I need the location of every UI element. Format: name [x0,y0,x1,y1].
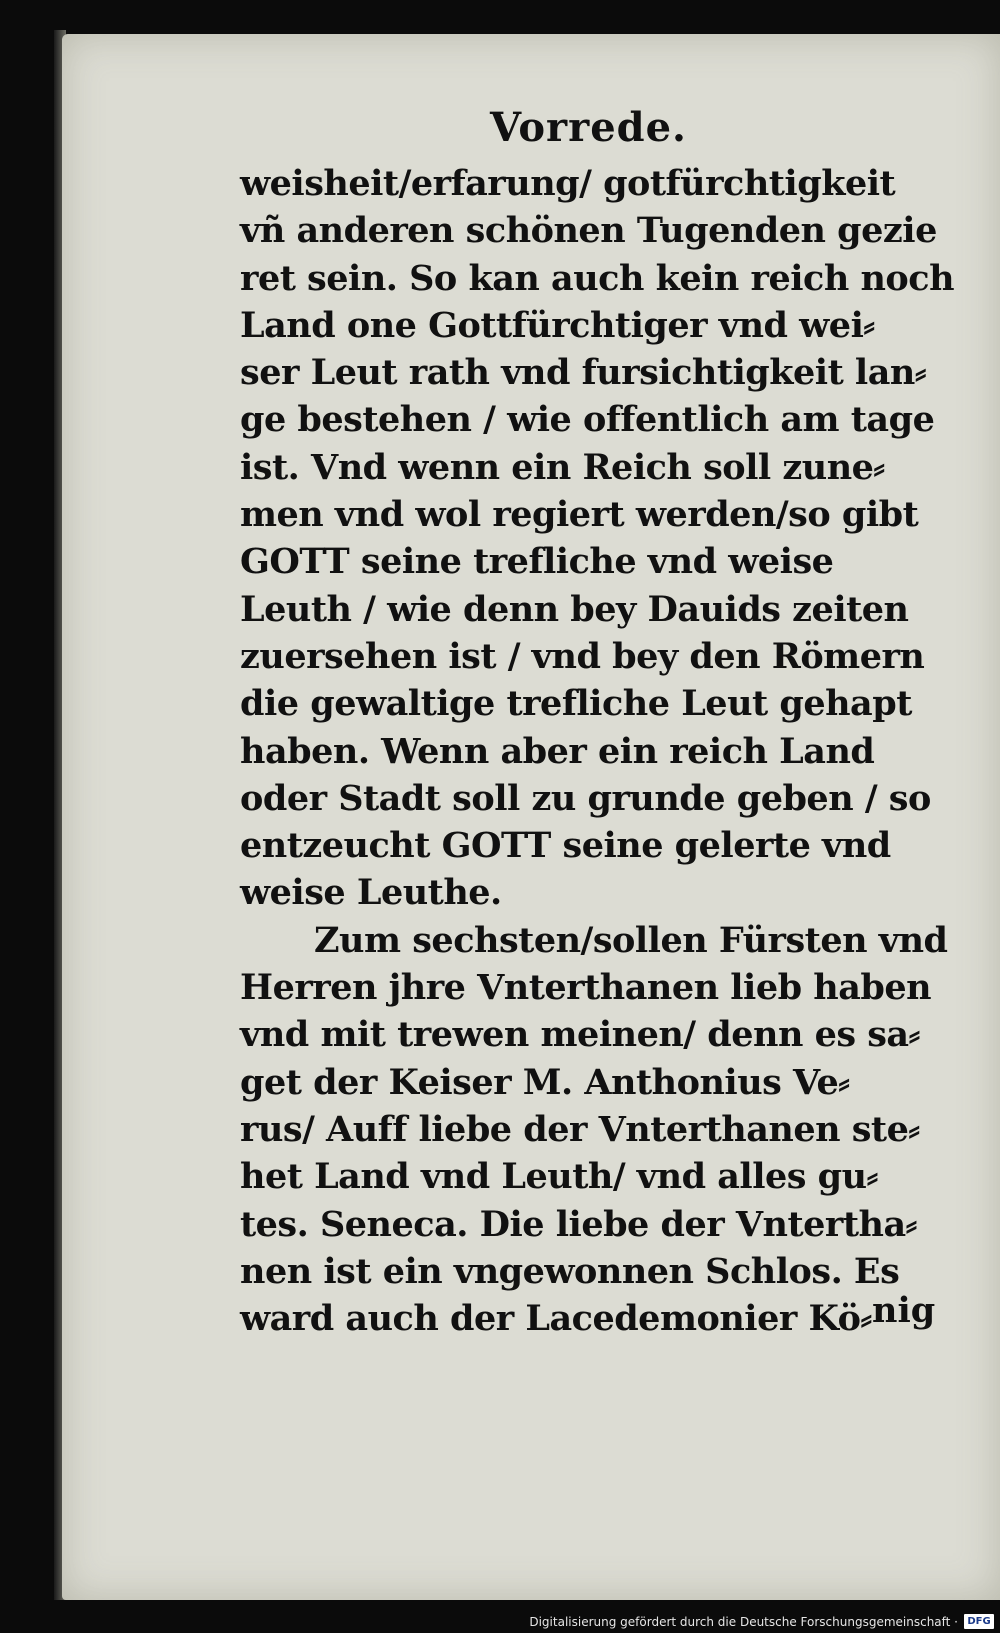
text-line: vnd mit trewen meinen/ denn es sa⸗ [240,1014,920,1056]
text-line: get der Keiser M. Anthonius Ve⸗ [240,1061,850,1103]
text-line: vñ anderen schönen Tugenden gezie [240,210,937,252]
text-line: Land one Gottfürchtiger vnd wei⸗ [240,304,875,346]
body-text [240,160,955,1342]
text-line: ret sein. So kan auch kein reich noch [240,257,955,299]
running-head: Vorrede. [490,104,687,151]
paragraph-start-line: Zum sechsten/sollen Fürsten vnd [314,919,948,961]
text-line: Herren jhre Vnterthanen lieb haben [240,967,932,1009]
text-line: ist. Vnd wenn ein Reich soll zune⸗ [240,446,885,488]
footer-bar [0,1600,1000,1633]
text-line: ge bestehen / wie offentlich am tage [240,399,935,441]
text-line: men vnd wol regiert werden/so gibt [240,494,919,536]
text-line: het Land vnd Leuth/ vnd alles gu⸗ [240,1156,878,1198]
dfg-logo[interactable]: DFG [964,1614,994,1629]
funding-credit: Digitalisierung gefördert durch die Deutsche Forschungsgemeinschaft · [529,1615,958,1629]
text-line: zuersehen ist / vnd bey den Römern [240,635,925,677]
text-line: rus/ Auff liebe der Vnterthanen ste⸗ [240,1108,920,1150]
text-line: die gewaltige trefliche Leut gehapt [240,683,912,725]
catchword: nig [872,1290,936,1331]
text-line: ward auch der Lacedemonier Kö⸗ [240,1298,872,1340]
text-line: GOTT seine trefliche vnd weise [240,541,834,583]
text-line: Leuth / wie denn bey Dauids zeiten [240,588,909,630]
text-line: tes. Seneca. Die liebe der Vntertha⸗ [240,1203,917,1245]
text-line: nen ist ein vngewonnen Schlos. Es [240,1250,900,1292]
text-line: ser Leut rath vnd fursichtigkeit lan⸗ [240,352,927,394]
text-line: weise Leuthe. [240,872,502,914]
text-line: weisheit/erfarung/ gotfürchtigkeit [240,163,896,204]
text-line: oder Stadt soll zu grunde geben / so [240,777,931,819]
text-line: entzeucht GOTT seine gelerte vnd [240,825,891,867]
text-line: haben. Wenn aber ein reich Land [240,730,875,772]
